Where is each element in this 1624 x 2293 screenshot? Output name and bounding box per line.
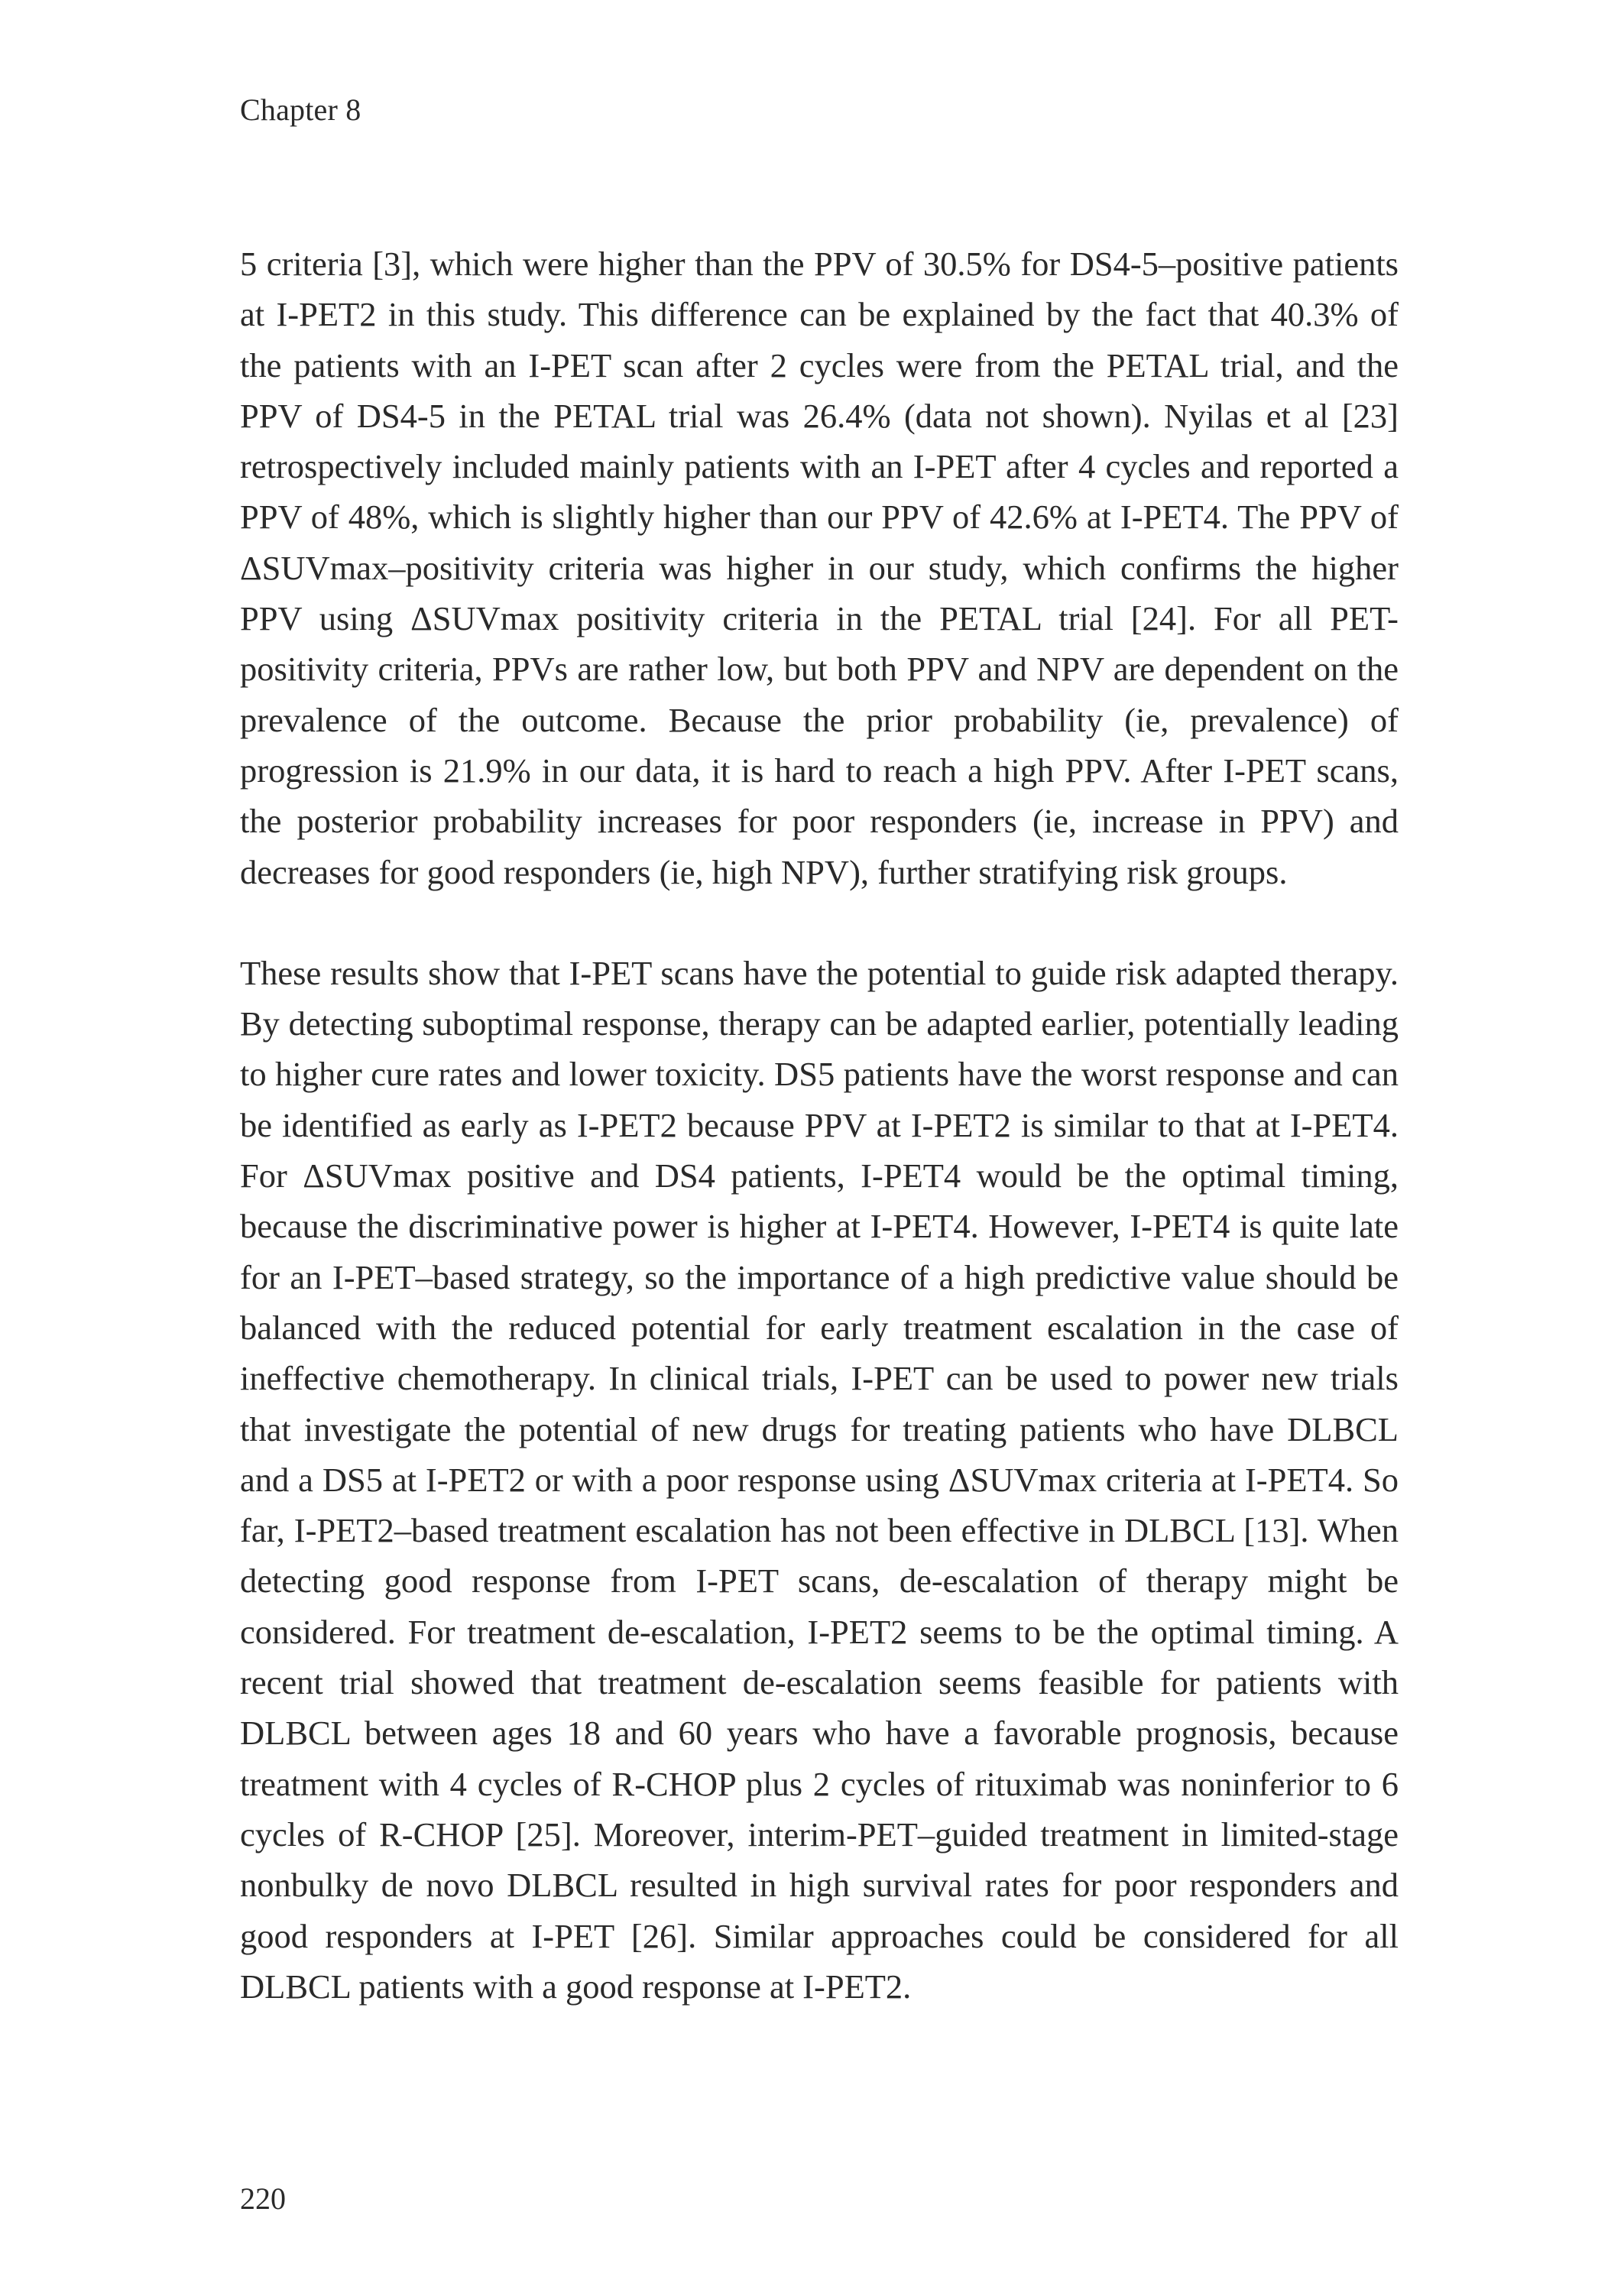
page-number: 220 [240,2181,286,2216]
running-head: Chapter 8 [240,92,361,127]
paragraph-risk-adapted-therapy: These results show that I-PET scans have the potential to guide risk adapted therapy. By detecting suboptimal response, therapy can be adapted earlier, potentially leading to higher cure rates and lower toxicity. DS5 patients have the worst response and can be identified as early as I-PET2 because PPV at I-PET2 is similar to that at I-PET4. For ΔSUVmax positive and DS4 patients, I-PET4 would be the optimal timing, because the discriminative power is higher at I-PET4. However, I-PET4 is quite late for an I-PET–based strategy, so the importance of a high predictive value should be balanced with the reduced potential for early treatment escalation in the case of ineffective chemotherapy. In clinical trials, I-PET can be used to power new trials that investigate the potential of new drugs for treating patients who have DLBCL and a DS5 at I-PET2 or with a poor response using ΔSUVmax criteria at I-PET4. So far, I-PET2–based treatment escalation has not been effective in DLBCL [13]. When detecting good response from I-PET scans, de-escalation of therapy might be considered. For treatment de-escalation, I-PET2 seems to be the optimal timing. A recent trial showed that treatment de-escalation seems feasible for patients with DLBCL between ages 18 and 60 years who have a favorable prognosis, because treatment with 4 cycles of R-CHOP plus 2 cycles of rituximab was noninferior to 6 cycles of R-CHOP [25]. Moreover, interim-PET–guided treatment in limited-stage nonbulky de novo DLBCL resulted in high survival rates for poor responders and good responders at I-PET [26]. Similar approaches could be considered for all DLBCL patients with a good response at I-PET2. [240,953,1399,2006]
body-text [240,238,1399,2012]
paragraph-ppv-comparison: 5 criteria [3], which were higher than the PPV of 30.5% for DS4-5–positive patients at I-PET2 in this study. This difference can be explained by the fact that 40.3% of the patients with an I-PET scan after 2 cycles were from the PETAL trial, and the PPV of DS4-5 in the PETAL trial was 26.4% (data not shown). Nyilas et al [23] retrospectively included mainly patients with an I-PET after 4 cycles and reported a PPV of 48%, which is slightly higher than our PPV of 42.6% at I-PET4. The PPV of ΔSUVmax–positivity criteria was higher in our study, which confirms the higher PPV using ΔSUVmax positivity criteria in the PETAL trial [24]. For all PET-positivity criteria, PPVs are rather low, but both PPV and NPV are dependent on the prevalence of the outcome. Because the prior probability (ie, prevalence) of progression is 21.9% in our data, it is hard to reach a high PPV. After I-PET scans, the posterior probability increases for poor responders (ie, increase in PPV) and decreases for good responders (ie, high NPV), further stratifying risk groups. [240,245,1399,891]
